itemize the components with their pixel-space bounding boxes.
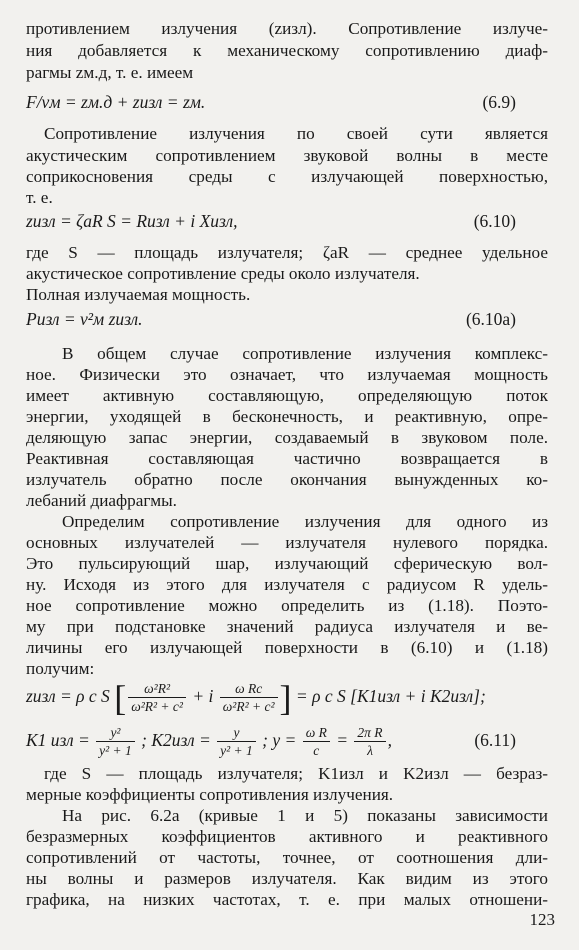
text-line: лебаний диафрагмы. bbox=[26, 491, 177, 510]
fraction-numerator: ω²R² bbox=[128, 680, 186, 698]
text-line: т. е. bbox=[26, 188, 53, 207]
fraction-denominator: c bbox=[313, 743, 320, 759]
equation-body: F/vм = zм.д + zизл = zм. bbox=[26, 92, 206, 112]
text-line: энергии, уходящей в бесконечность, и реактивную, опре- bbox=[26, 407, 548, 426]
fraction bbox=[354, 724, 385, 759]
equation-number: (6.10a) bbox=[465, 309, 516, 329]
text-line: Определим сопротивление излучения для одного из bbox=[62, 512, 548, 531]
text-line: На рис. 6.2а (кривые 1 и 5) показаны зависимости bbox=[62, 806, 548, 825]
text-line: где S — площадь излучателя; ζaR — среднее удельное bbox=[26, 243, 548, 262]
fraction-denominator: y² + 1 bbox=[99, 743, 132, 759]
text-line: деляющую запас энергии, создаваемый в звуковом поле. bbox=[26, 428, 548, 447]
fraction-denominator: ω²R² + c² bbox=[222, 699, 275, 715]
text-line: ное. Физически это означает, что излучаемая мощность bbox=[26, 365, 548, 384]
equation-part: , bbox=[387, 730, 392, 750]
equation-part: zизл = ρ c S bbox=[26, 686, 110, 706]
equation-body: Pизл = v²м zизл. bbox=[26, 309, 143, 329]
text-line: рагмы zм.д, т. е. имеем bbox=[26, 63, 194, 82]
fraction-numerator: ω R bbox=[303, 724, 330, 742]
text-line: безразмерных коэффициентов активного и реактивного bbox=[26, 827, 548, 846]
text-line: графика, на низких частотах, т. е. при малых отношени- bbox=[26, 890, 548, 909]
equation-6-10 bbox=[26, 210, 548, 232]
bracket-right: ] bbox=[279, 677, 292, 718]
text-line: излучатель обратно после окончания вынужденных ко- bbox=[26, 470, 548, 489]
text-line: мерные коэффициенты сопротивления излучения. bbox=[26, 785, 394, 804]
fraction-numerator: ω Rc bbox=[220, 680, 278, 698]
text-line: получим: bbox=[26, 659, 95, 678]
fraction-numerator: y bbox=[217, 724, 256, 742]
fraction-denominator: λ bbox=[367, 743, 373, 759]
equation-6-10a bbox=[26, 308, 548, 330]
text-line: Это пульсирующий шар, излучающий сферическую вол- bbox=[26, 554, 548, 573]
text-line: Реактивная составляющая частично возвращается в bbox=[26, 449, 548, 468]
fraction-denominator: ω²R² + c² bbox=[131, 699, 183, 715]
equation-body: zизл = ζaR S = Rизл + i Xизл, bbox=[26, 211, 238, 231]
equation-6-11 bbox=[26, 720, 548, 760]
fraction bbox=[303, 724, 330, 759]
equation-number: (6.11) bbox=[474, 730, 516, 750]
text-line: Полная излучаемая мощность. bbox=[26, 285, 251, 304]
text-line: имеет активную составляющую, определяющую поток bbox=[26, 386, 548, 405]
text-line: акустическим сопротивлением звуковой волны в месте bbox=[26, 146, 548, 165]
bracket-left: [ bbox=[114, 677, 127, 718]
text-line: ния добавляется к механическому сопротивлению диаф- bbox=[26, 41, 548, 60]
equation-part: ; K2изл = bbox=[141, 730, 211, 750]
text-line: ну. Исходя из этого для излучателя с радиусом R удель- bbox=[26, 575, 548, 594]
text-line: основных излучателей — излучателя нулевого порядка. bbox=[26, 533, 548, 552]
equation-part: = bbox=[336, 730, 349, 750]
text-line: акустическое сопротивление среды около излучателя. bbox=[26, 264, 420, 283]
fraction-numerator: 2π R bbox=[354, 724, 385, 742]
text-line: му при подстановке значений радиуса излучателя и ве- bbox=[26, 617, 548, 636]
text-line: ное сопротивление можно определить из (1.18). Поэто- bbox=[26, 596, 548, 615]
equation-part: ; y = bbox=[262, 730, 297, 750]
page-number: 123 bbox=[529, 910, 555, 929]
equation-6-9 bbox=[26, 91, 548, 113]
text-line: где S — площадь излучателя; K1изл и K2изл — безраз- bbox=[44, 764, 548, 783]
text-line: ны волны и размеров излучателя. Как видим из этого bbox=[26, 869, 548, 888]
text-line: противлением излучения (zизл). Сопротивление излуче- bbox=[26, 19, 548, 38]
equation-number: (6.9) bbox=[482, 92, 516, 112]
equation-part: + i bbox=[192, 686, 214, 706]
equation-part: = ρ c S [K1изл + i K2изл]; bbox=[295, 686, 486, 706]
equation-part: K1 изл = bbox=[26, 730, 90, 750]
text-line: Сопротивление излучения по своей сути является bbox=[44, 124, 548, 143]
text-line: личины его излучающей поверхности в (6.10) и (1.18) bbox=[26, 638, 548, 657]
fraction bbox=[217, 724, 256, 759]
fraction bbox=[220, 680, 278, 715]
text-line: сопротивлений от частоты, точнее, от соотношения дли- bbox=[26, 848, 548, 867]
equation-radiation-impedance bbox=[26, 676, 548, 716]
text-line: соприкосновения среды с излучающей поверхностью, bbox=[26, 167, 548, 186]
equation-number: (6.10) bbox=[473, 211, 516, 231]
fraction bbox=[128, 680, 186, 715]
fraction bbox=[96, 724, 135, 759]
fraction-numerator: y² bbox=[96, 724, 135, 742]
fraction-denominator: y² + 1 bbox=[220, 743, 253, 759]
text-line: В общем случае сопротивление излучения комплекс- bbox=[62, 344, 548, 363]
